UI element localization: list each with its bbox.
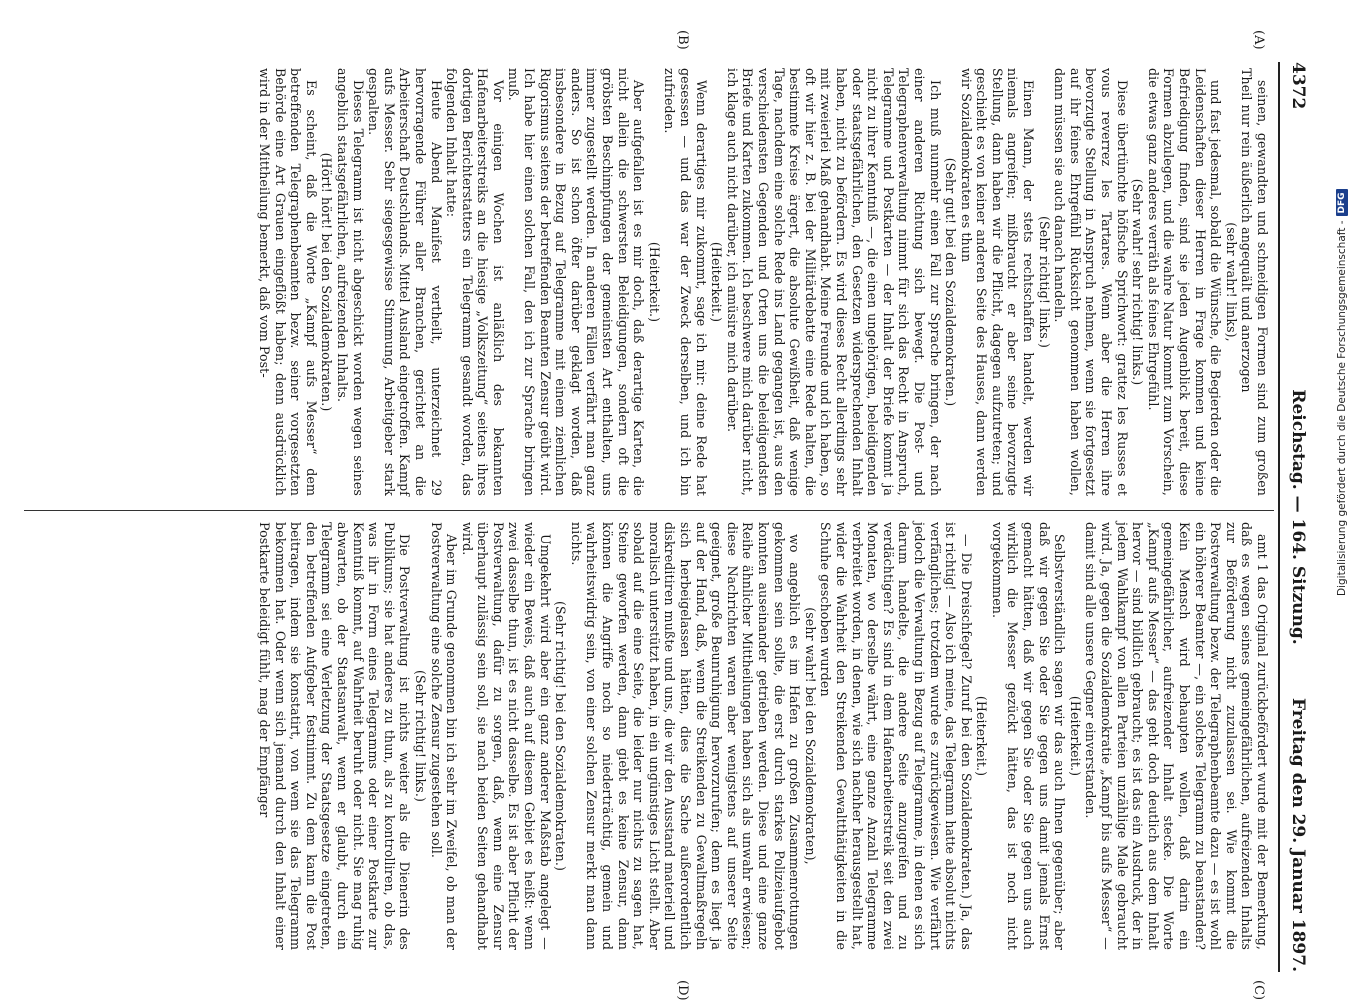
paragraph: und fast jedesmal, sobald die Wünsche, die Begierden oder die Leidenschaften dieser Herren in Frage kommen und keine Befriedigung finden, sind sie jeden Augenblick bereit, diese Formen abzulegen, und die wahre Natur kommt zum Vorschein, die etwas ganz anderes verräth als feines Ehrgefühl. xyxy=(1145,68,1224,496)
margin-marker-a: (A) xyxy=(1251,30,1266,50)
paragraph: Es scheint, daß die Worte „Kampf aufs Messer“ dem betreffenden Telegraphenbeamten bezw. seiner vorgesetzten Behörde eine Art Grauen eingeflößt haben; denn ausdrücklich wird in der Mittheilung bemerkt, daß vom Post- xyxy=(257,68,319,496)
paragraph: Aber aufgefallen ist es mir doch, daß derartige Karten, die nicht allein die schwersten Beleidigungen, sondern oft die gröbsten Beschimpfungen der gemeinsten Art enthalten, uns immer zugestellt werden. In anderen Fällen verfährt man ganz anders. So ist schon öfter darüber geklagt worden, daß insbesondere in Bezug auf Telegramme mit einem ziemlichen Rigorismus seitens der betreffenden Beamten Zensur geübt wird. Ich habe hier einen solchen Fall, den ich zur Sprache bringen muß. xyxy=(506,68,647,496)
paragraph: Heute Abend Manifest vertheilt, unterzeichnet 29 hervorragende Führer aller Branchen, gerichtet an die Arbeiterschaft Deutschlands. Mittel Ausland eingetroffen. Kampf aufs Messer. Sehr siegesgewisse Stimmung, Arbeitgeber stark gespalten. xyxy=(366,68,444,496)
paragraph: seinen, gewandten und schneidigen Formen sind zum großen Theil nur rein äußerlich angequält und anerzogen xyxy=(1239,68,1270,496)
interjection: (Hört! hört! bei den Sozialdemokraten.) xyxy=(319,152,335,412)
digitization-credit xyxy=(1336,6,1350,596)
interjection: (Sehr richtig! bei den Sozialdemokraten.) xyxy=(553,601,569,871)
paragraph: Umgekehrt wird aber ein ganz anderer Maßstab angelegt — wieder ein Beweis, daß auch auf diesem Gebiet es heißt: wenn zwei dasselbe thun, ist es nicht dasselbe. Es ist aber Pflicht der Postverwaltung, dafür zu sorgen, daß, wenn eine Zensur überhaupt zulässig sein soll, sie nach beiden Seiten gehandhabt wird. xyxy=(459,522,553,950)
interjection: (Heiterkeit.) xyxy=(646,241,662,323)
margin-marker-d: (D) xyxy=(675,980,690,1001)
paragraph: amt 1 das Original zurückbefördert wurde mit der Bemerkung, daß es wegen seines gemeingefährlichen, aufreizenden Inhalts zur Beförderung nicht zuzulassen sei. Wie kommt die Postverwaltung bezw. der Telegraphenbeamte dazu — es ist wohl ein höherer Beamter —, ein solches Telegramm zu beanstanden? Kein Mensch wird behaupten wollen, daß darin ein gemeingefährlicher, aufreizender Inhalt stecke. Die Worte „Kampf aufs Messer“ — das geht doch deutlich aus dem Inhalt hervor — sind bildlich gebraucht; es ist das ein Ausdruck, der in jedem Wahlkampf von allen Parteien unzählige Male gebraucht wird. Ja, gegen die Sozialdemokratie „Kampf bis aufs Messer“ — damit sind alle unsere Gegner einverstanden. xyxy=(1083,522,1270,950)
interjection: (Sehr richtig! links.) xyxy=(1036,216,1052,348)
interjection: (sehr wahr! links), xyxy=(1223,222,1239,342)
interjection: (Sehr richtig! links.) xyxy=(412,670,428,802)
page-header xyxy=(1278,62,1308,972)
interjection: (Heiterkeit.) xyxy=(974,695,990,777)
interjection: (Heiterkeit.) xyxy=(1067,695,1083,777)
paragraph: Diese übertünchte höfische Sprichwort: grattez les Russes et vous reverrez les Tartares. Wenn aber die Herren ihre bevorzugte Stellung in Anspruch nehmen, wenn sie fortgesetzt auf ihr feines Ehrgefühl Rücksicht genommen haben wollen, dann müssen sie auch danach handeln. xyxy=(1052,68,1130,496)
paragraph: Die Postverwaltung ist nichts weiter als die Dienerin des Publikums; sie hat anderes zu thun, als zu kontrolliren, ob das, was ihr in Form eines Telegramms oder einer Postkarte zur Kenntniß kommt, auf Wahrheit beruht oder nicht. Sie mag ruhig abwarten, ob der Staatsanwalt, wenn er glaubt, durch ein Telegramm sei eine Verletzung der Staatsgesetze eingetreten, den betreffenden Aufgeber festnimmt. Zu dem kann die Post beitragen, indem sie konstatirt, von wem sie das Telegramm bekommen hat. Oder wenn sich jemand durch den Inhalt einer Postkarte beleidigt fühlt, mag der Empfänger xyxy=(257,522,413,950)
interjection: (Sehr gut! bei den Sozialdemokraten.) xyxy=(943,157,959,407)
paragraph: Wenn derartiges mir zukommt, sage ich mir: deine Rede hat gesessen — und das war der Zweck derselben, und ich bin zufrieden. xyxy=(662,68,709,496)
dfg-logo: DFG xyxy=(1336,189,1348,216)
paragraph: Aber im Grunde genommen bin ich sehr im Zweifel, ob man der Postverwaltung eine solche Zensur zugestehen soll. xyxy=(428,522,460,950)
session-date: Freitag den 29. Januar 1897. xyxy=(1288,697,1308,972)
margin-marker-c: (C) xyxy=(1251,980,1266,1001)
margin-marker-b: (B) xyxy=(675,30,690,50)
right-column xyxy=(256,522,1270,950)
paragraph: Vor einigen Wochen ist anläßlich des bekannten Hafenarbeiterstreiks an die hiesige „Volkszeitung“ seitens ihres dortigen Berichterstatters ein Telegramm gesandt worden, das folgenden Inhalt hatte: xyxy=(444,68,506,496)
column-divider xyxy=(24,510,1274,511)
header-rule xyxy=(1278,62,1280,972)
paragraph: Dieses Telegramm ist nicht abgeschickt worden wegen seines angeblich staatsgefährlichen, aufreizenden Inhalts. xyxy=(334,68,366,496)
interjection: (Sehr wahr! sehr richtig! links.) xyxy=(1130,178,1146,386)
credit-text: Digitalisierung gefördert durch die Deutsche Forschungsgemeinschaft - xyxy=(1336,220,1348,596)
page-number: 4372 xyxy=(1288,62,1308,110)
paragraph: Ich muß nunmehr einen Fall zur Sprache bringen, der nach einer anderen Richtung sich bewegt. Die Post- und Telegraphenverwaltung nimmt für sich das Recht in Anspruch, Telegramme und Postkarten — der Inhalt der Briefe kommt ja nicht zu ihrer Kenntniß —, die einen ungehörigen, beleidigenden oder staatsgefährlichen, den Gesetzen widersprechenden Inhalt haben, nicht zu befördern. Es wird dieses Recht allerdings sehr mit zweierlei Maß gehandhabt. Meine Freunde und ich haben, so oft wir hier z. B. bei der Militärdebatte eine Rede halten, die bestimmte Kreise ärgert, die absolute Gewißheit, daß wenige Tage, nachdem eine solche Rede ins Land gegangen ist, aus den verschiedensten Gegenden und Orten uns die beleidigendsten Briefe und Karten zukommen. Ich beschwere mich darüber nicht, ich klage auch nicht darüber, ich amüsire mich darüber. xyxy=(724,68,943,496)
paragraph: — Die Dreischfegel? Zuruf bei den Sozialdemokraten.) Ja, das ist richtig! — Also ich meine, das Telegramm hatte absolut nichts verfängliches; trotzdem wurde es zurückgewiesen. Wie verfährt jedoch die Verwaltung in Bezug auf Telegramme, in denen es sich darum handelte, die andere Seite anzugreifen und zu verdächtigen? Es sind in dem Hafenarbeiterstreik seit den zwei Monaten, wo derselbe währt, eine ganze Anzahl Telegramme verbreitet worden, in denen, wie sich nachher herausgestellt hat, wider die Wahrheit den Streikenden Gewaltthätigkeiten in die Schuhe geschoben wurden xyxy=(818,522,974,950)
session-title: Reichstag. — 164. Sitzung. xyxy=(1288,389,1308,645)
paragraph: wo angeblich es im Hafen zu großen Zusammenrottungen gekommen sein sollte, die erst durch starkes Polizeiaufgebot konnten auseinander getrieben werden. Diese und eine ganze Reihe ähnlicher Mittheilungen haben sich als unwahr erwiesen; diese Nachrichten waren aber wenigstens auf unserer Seite geeignet, große Beunruhigung hervorzurufen; denn es liegt ja auf der Hand, daß, wenn die Streikenden zu Gewaltmaßregeln sich herbeigelassen hätten, dies die Sache außerordentlich diskreditiren mußte und uns, die wir den Ausstand materiell und moralisch unterstützt haben, in ein ungünstiges Licht stellt. Aber sobald auf die eine Seite, die leider nur nichts zu sagen hat, Steine geworfen werden, dann giebt es keine Zensur, dann können die Angriffe noch so niederträchtig, gemein und wahrheitswidrig sein, von einer solchen Zensur merkt man dann nichts. xyxy=(568,522,803,950)
paragraph: Einen Mann, der stets rechtschaffen handelt, werden wir niemals angreifen; mißbraucht er aber seine bevorzugte Stellung, dann haben wir die Pflicht, dagegen aufzutreten; und geschieht es von keiner anderen Seite des Hauses, dann werden wir Sozialdemokraten es thun xyxy=(958,68,1037,496)
left-column xyxy=(256,68,1270,496)
interjection: (sehr wahr! bei den Sozialdemokraten), xyxy=(802,607,818,865)
interjection: (Heiterkeit.) xyxy=(709,241,725,323)
paragraph: Selbstverständlich sagen wir das auch Ihnen gegenüber; aber daß wir gegen Sie oder Sie gegen uns damit jemals Ernst gemacht hätten, daß wir gegen Sie oder Sie gegen uns auch wirklich die Messer gezückt hätten, das ist noch nicht vorgekommen. xyxy=(989,522,1068,950)
